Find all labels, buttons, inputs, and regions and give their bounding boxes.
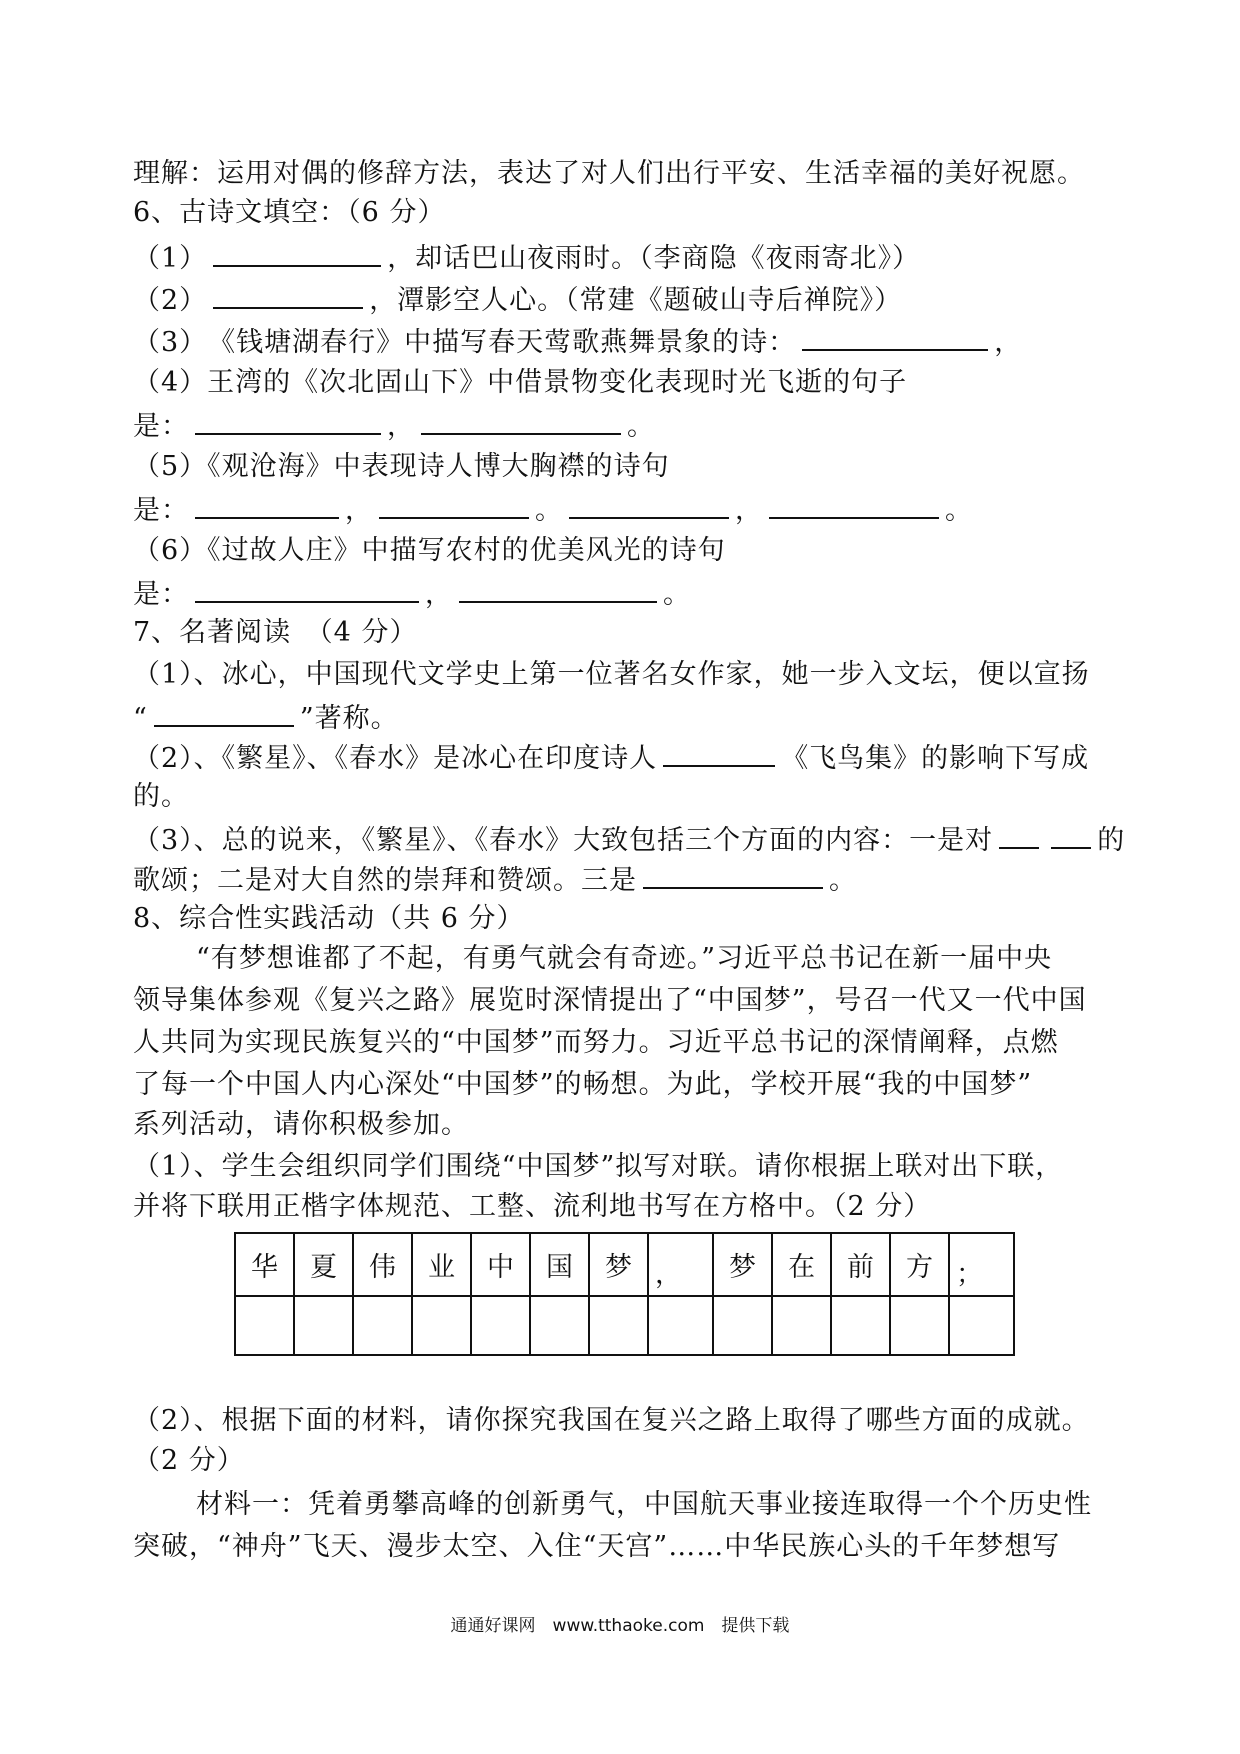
question-8-1: （1）、学生会组织同学们围绕“中国梦”拟写对联。请你根据上联对出下联，: [133, 1151, 1064, 1182]
grid-cell: 梦: [713, 1233, 772, 1296]
answer-blank[interactable]: [663, 737, 775, 767]
couplet-grid: [234, 1232, 1015, 1356]
grid-cell: 在: [772, 1233, 831, 1296]
grid-cell: 业: [412, 1233, 471, 1296]
item-text: ，: [994, 327, 1023, 358]
material-line: 材料一：凭着勇攀高峰的创新勇气，中国航天事业接连取得一个个历史性: [196, 1489, 1092, 1520]
question-8-title: 8、综合性实践活动（共 6 分）: [133, 903, 525, 934]
question-8-2: （2）、根据下面的材料，请你探究我国在复兴之路上取得了哪些方面的成就。: [133, 1405, 1090, 1436]
question-6-4-answer: [133, 405, 655, 447]
question-7-2: [133, 737, 1089, 779]
question-7-1-answer: [133, 697, 399, 739]
answer-cell[interactable]: [412, 1296, 471, 1355]
item-text: 。: [945, 495, 973, 526]
question-6-6: （6）《过故人庄》中描写农村的优美风光的诗句: [133, 535, 726, 566]
answer-blank[interactable]: [213, 237, 381, 267]
item-text: “: [133, 703, 148, 734]
question-6-6-answer: [133, 573, 691, 615]
paragraph-line: 人共同为实现民族复兴的“中国梦”而努力。习近平总书记的深情阐释，点燃: [133, 1027, 1059, 1058]
grid-cell: 中: [471, 1233, 530, 1296]
answer-cell[interactable]: [589, 1296, 648, 1355]
question-6-5-answer: [133, 489, 973, 531]
item-text: 。: [663, 579, 691, 610]
question-7-3: [133, 819, 1125, 861]
grid-cell: 华: [235, 1233, 294, 1296]
question-8-1-cont: 并将下联用正楷字体规范、工整、流利地书写在方格中。（2 分）: [133, 1191, 932, 1222]
item-text: 。: [535, 495, 563, 526]
item-text: ，: [425, 579, 453, 610]
question-7-3-cont: [133, 859, 857, 901]
grid-cell: 国: [530, 1233, 589, 1296]
answer-blank[interactable]: [999, 819, 1039, 849]
answer-cell[interactable]: [949, 1296, 1014, 1355]
answer-blank[interactable]: [195, 573, 419, 603]
grid-cell: ，: [648, 1233, 713, 1296]
item-text: ，潭影空人心。（常建《题破山寺后禅院》）: [369, 285, 903, 316]
answer-blank[interactable]: [154, 697, 294, 727]
answer-blank[interactable]: [569, 489, 729, 519]
answer-blank[interactable]: [379, 489, 529, 519]
grid-cell: 前: [831, 1233, 890, 1296]
question-6-3: [133, 321, 1022, 363]
item-text: 是：: [133, 579, 189, 610]
item-text: 是：: [133, 495, 189, 526]
item-text: 。: [829, 865, 857, 896]
item-text: 《飞鸟集》的影响下写成: [781, 743, 1090, 774]
item-text: （2）、《繁星》、《春水》是冰心在印度诗人: [133, 743, 658, 774]
item-text: ，: [345, 495, 373, 526]
answer-cell[interactable]: [353, 1296, 412, 1355]
answer-blank[interactable]: [769, 489, 939, 519]
item-text: ”著称。: [299, 703, 399, 734]
paragraph-line: 理解：运用对偶的修辞方法，表达了对人们出行平安、生活幸福的美好祝愿。: [133, 158, 1085, 189]
answer-blank[interactable]: [1051, 819, 1091, 849]
answer-blank[interactable]: [459, 573, 657, 603]
answer-cell[interactable]: [831, 1296, 890, 1355]
answer-cell[interactable]: [648, 1296, 713, 1355]
answer-blank[interactable]: [802, 321, 988, 351]
question-6-4: （4）王湾的《次北固山下》中借景物变化表现时光飞逝的句子: [133, 367, 908, 398]
grid-cell: 夏: [294, 1233, 353, 1296]
answer-cell[interactable]: [530, 1296, 589, 1355]
grid-cell: 方: [890, 1233, 949, 1296]
question-6-5: （5）《观沧海》中表现诗人博大胸襟的诗句: [133, 451, 670, 482]
paragraph-line: 领导集体参观《复兴之路》展览时深情提出了“中国梦”，号召一代又一代中国: [133, 985, 1087, 1016]
answer-cell[interactable]: [294, 1296, 353, 1355]
item-text: 歌颂；二是对大自然的崇拜和赞颂。三是: [133, 865, 637, 896]
page-footer: 通通好课网 www.tthaoke.com 提供下载: [450, 1616, 790, 1636]
paragraph-line: 系列活动，请你积极参加。: [133, 1109, 469, 1140]
grid-cell: 伟: [353, 1233, 412, 1296]
answer-cell[interactable]: [890, 1296, 949, 1355]
grid-cell: 梦: [589, 1233, 648, 1296]
answer-blank[interactable]: [421, 405, 621, 435]
answer-blank[interactable]: [195, 405, 381, 435]
question-6-2: [133, 279, 902, 321]
grid-cell: ；: [949, 1233, 1014, 1296]
question-6-title: 6、古诗文填空：（6 分）: [133, 197, 446, 228]
paragraph-line: 了每一个中国人内心深处“中国梦”的畅想。为此，学校开展“我的中国梦”: [133, 1069, 1033, 1100]
question-8-2-cont: （2 分）: [133, 1445, 245, 1476]
couplet-lower-row: [235, 1296, 1014, 1355]
answer-blank[interactable]: [195, 489, 339, 519]
item-text: ，: [735, 495, 763, 526]
couplet-upper-row: [235, 1233, 1014, 1296]
item-text: ，: [387, 411, 415, 442]
item-text: （3） 《钱塘湖春行》中描写春天莺歌燕舞景象的诗：: [133, 327, 797, 358]
answer-cell[interactable]: [713, 1296, 772, 1355]
paragraph-line: “有梦想谁都了不起，有勇气就会有奇迹。”习近平总书记在新一届中央: [196, 943, 1053, 974]
item-number: （1）: [133, 243, 208, 274]
question-6-1: [133, 237, 920, 279]
item-text: ，却话巴山夜雨时。（李商隐《夜雨寄北》）: [387, 243, 921, 274]
answer-cell[interactable]: [772, 1296, 831, 1355]
answer-cell[interactable]: [235, 1296, 294, 1355]
question-7-1: （1）、冰心，中国现代文学史上第一位著名女作家，她一步入文坛，便以宣扬: [133, 659, 1090, 690]
item-text: 是：: [133, 411, 189, 442]
item-number: （2）: [133, 285, 208, 316]
answer-blank[interactable]: [643, 859, 823, 889]
question-7-2-cont: 的。: [133, 781, 189, 812]
question-7-title: 7、名著阅读 （4 分）: [133, 617, 418, 648]
item-text: （3）、总的说来，《繁星》、《春水》大致包括三个方面的内容：一是对: [133, 825, 994, 856]
item-text: 的: [1097, 825, 1126, 856]
answer-cell[interactable]: [471, 1296, 530, 1355]
material-line: 突破，“神舟”飞天、漫步太空、入住“天宫”……中华民族心头的千年梦想写: [133, 1531, 1061, 1562]
answer-blank[interactable]: [213, 279, 363, 309]
item-text: 。: [627, 411, 655, 442]
